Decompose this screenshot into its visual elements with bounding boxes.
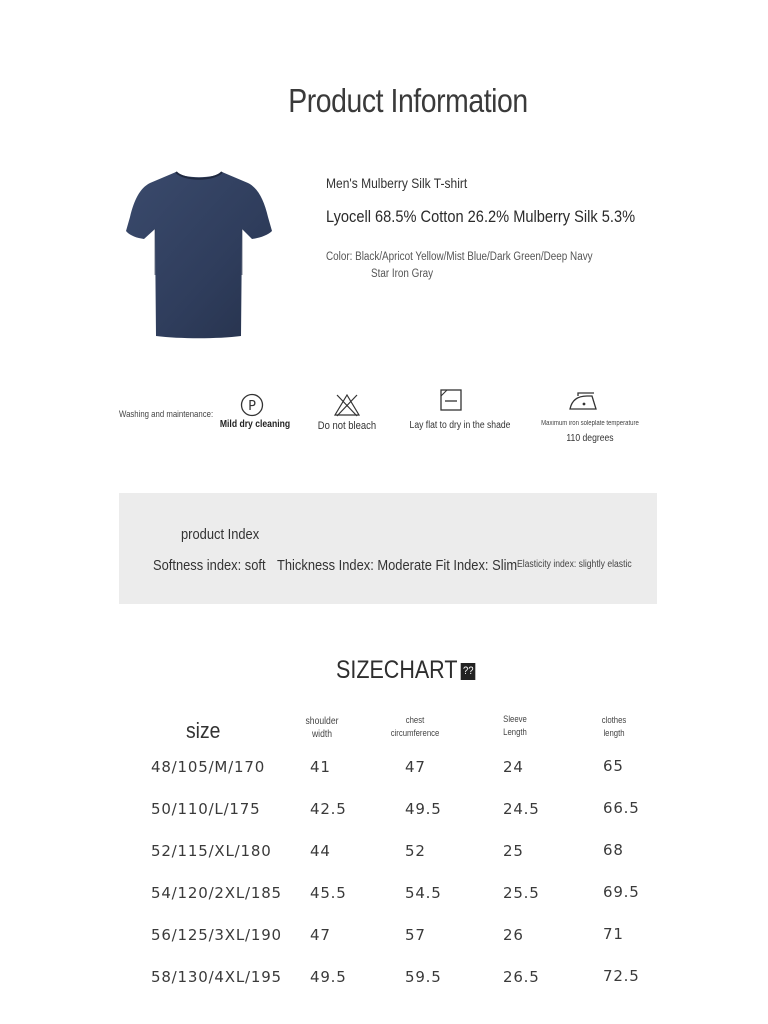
elasticity-index: Elasticity index: slightly elastic	[517, 559, 632, 570]
cell-chest: 59.5	[405, 968, 442, 986]
cell-shoulder: 47	[310, 926, 331, 944]
care-text-dry-clean: Mild dry cleaning	[219, 419, 291, 430]
care-text-iron-temp: 110 degrees	[566, 433, 614, 444]
cell-chest: 49.5	[405, 800, 442, 818]
cell-shoulder: 49.5	[310, 968, 347, 986]
product-colors-continued: Star Iron Gray	[371, 268, 434, 280]
product-index-panel	[119, 493, 657, 604]
header-chest-line1: chest	[405, 715, 425, 725]
iron-icon	[567, 390, 599, 412]
cell-size: 48/105/M/170	[151, 758, 266, 776]
cell-sleeve: 26.5	[503, 968, 540, 986]
product-name: Men's Mulberry Silk T-shirt	[326, 175, 468, 191]
do-not-bleach-icon	[333, 392, 361, 418]
cell-length: 71	[603, 925, 624, 943]
cell-length: 69.5	[603, 883, 640, 901]
cell-chest: 54.5	[405, 884, 442, 902]
product-colors: Color: Black/Apricot Yellow/Mist Blue/Dark Green/Deep Navy	[326, 251, 593, 263]
cell-shoulder: 42.5	[310, 800, 347, 818]
unknown-glyph-icon: ??	[461, 663, 476, 680]
header-shoulder-line1: shoulder	[305, 716, 339, 727]
care-text-iron: Maximum iron soleplate temperature	[541, 420, 639, 427]
header-clothes-length	[584, 714, 644, 740]
cell-size: 58/130/4XL/195	[151, 968, 282, 986]
page-title: Product Information	[288, 82, 528, 119]
cell-sleeve: 26	[503, 926, 524, 944]
care-text-no-bleach: Do not bleach	[317, 420, 377, 432]
cell-length: 72.5	[603, 967, 640, 985]
cell-sleeve: 24	[503, 758, 524, 776]
cell-shoulder: 45.5	[310, 884, 347, 902]
header-clothes-line1: clothes	[601, 715, 627, 725]
header-shoulder-width	[292, 715, 352, 741]
cell-size: 50/110/L/175	[151, 800, 261, 818]
header-chest-circumference	[375, 714, 455, 740]
header-sleeve-length	[485, 713, 545, 739]
product-index-title: product Index	[181, 526, 260, 543]
header-clothes-line2: length	[603, 728, 625, 738]
washing-label: Washing and maintenance:	[119, 409, 214, 420]
cell-length: 68	[603, 841, 624, 859]
cell-chest: 47	[405, 758, 426, 776]
header-sleeve-line1: Sleeve	[503, 714, 527, 724]
header-chest-line2: circumference	[390, 728, 440, 738]
size-chart-title-text: SIZECHART	[336, 656, 458, 684]
cell-size: 52/115/XL/180	[151, 842, 272, 860]
dry-flat-shade-icon	[439, 388, 463, 412]
cell-length: 65	[603, 757, 624, 775]
header-size: size	[186, 718, 221, 743]
header-sleeve-line2: Length	[503, 727, 527, 737]
size-chart-title	[336, 656, 476, 685]
product-composition: Lyocell 68.5% Cotton 26.2% Mulberry Silk 5.3%	[326, 207, 636, 226]
header-shoulder-line2: width	[311, 729, 333, 740]
product-image	[118, 165, 280, 345]
cell-sleeve: 25.5	[503, 884, 540, 902]
dry-clean-p-icon	[240, 393, 264, 417]
cell-chest: 52	[405, 842, 426, 860]
cell-size: 54/120/2XL/185	[151, 884, 282, 902]
thickness-fit-index: Thickness Index: Moderate Fit Index: Slim	[277, 557, 518, 574]
cell-shoulder: 44	[310, 842, 331, 860]
cell-chest: 57	[405, 926, 426, 944]
cell-length: 66.5	[603, 799, 640, 817]
cell-sleeve: 24.5	[503, 800, 540, 818]
care-text-dry-flat: Lay flat to dry in the shade	[409, 420, 511, 431]
svg-text:P: P	[248, 399, 256, 414]
cell-sleeve: 25	[503, 842, 524, 860]
cell-shoulder: 41	[310, 758, 331, 776]
softness-index: Softness index: soft	[153, 557, 266, 574]
cell-size: 56/125/3XL/190	[151, 926, 282, 944]
